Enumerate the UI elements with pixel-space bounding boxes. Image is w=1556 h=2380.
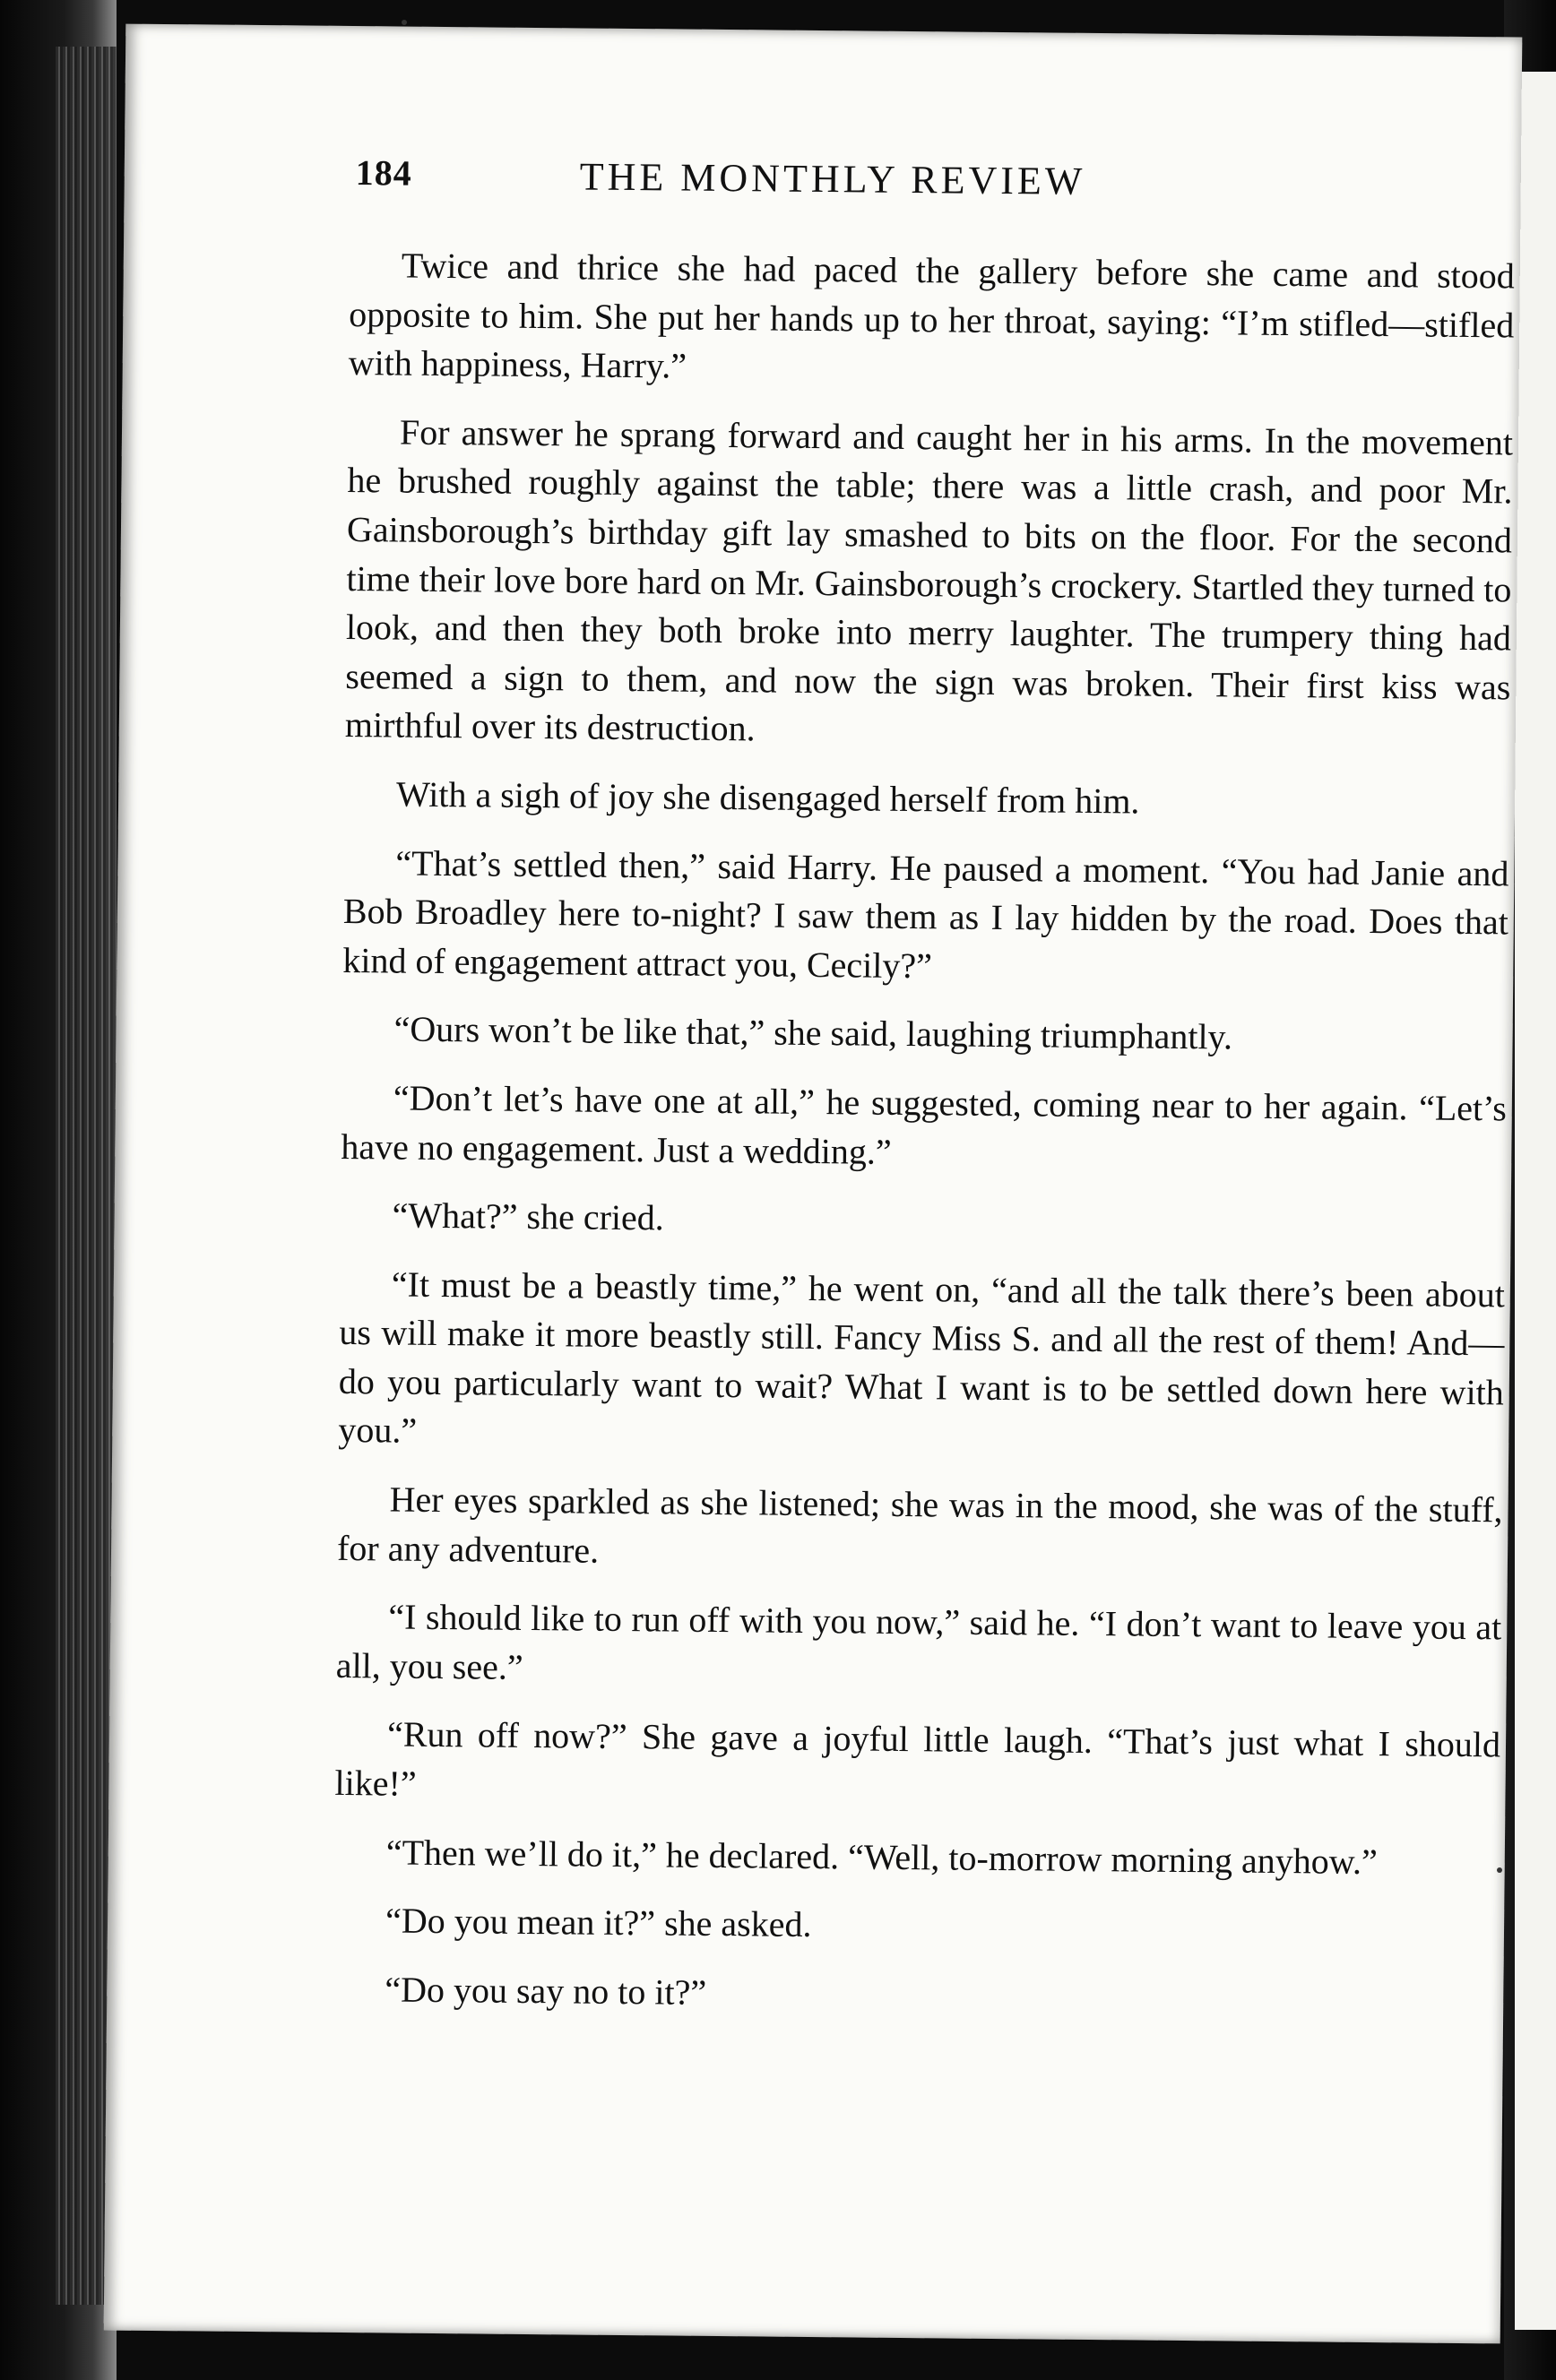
paragraph: Twice and thrice she had paced the gallery before she came and stood opposite to him. She put her hands up to her throat, saying: “I’m stifled—stifled with happiness, Harry.” bbox=[348, 245, 1515, 386]
paragraph: “Then we’ll do it,” he declared. “Well, to-morrow morning anyhow.” bbox=[385, 1832, 1379, 1882]
paragraph: Her eyes sparkled as she listened; she was in the mood, she was of the stuff, for any adventure. bbox=[336, 1479, 1503, 1571]
paragraph: “Do you say no to it?” bbox=[385, 1969, 707, 2013]
paragraph: “It must be a beastly time,” he went on, “and all the talk there’s been about us will make it more beastly still. Fancy Miss S. and all the rest of them! And—do you particularly want to wait? What I want is to be settled down here with you.” bbox=[338, 1263, 1506, 1452]
book-page bbox=[104, 24, 1523, 2344]
paragraph: “Ours won’t be like that,” she said, laughing triumphantly. bbox=[393, 1008, 1233, 1057]
scan-speck bbox=[1497, 1867, 1502, 1873]
running-head bbox=[355, 150, 1306, 221]
paragraph: For answer he sprang forward and caught her in his arms. In the movement he brushed roughly against the table; there was a little crash, and poor Mr. Gainsborough’s birthday gift lay smashed to bits on the floor. For the second time their love bore hard on Mr. Gainsborough’s crockery. Startled they turned to look, and then they both broke into merry laughter. The trumpery thing had seemed a sign to them, and now the sign was broken. Their first kiss was mirthful over its destruction. bbox=[344, 411, 1514, 749]
facing-page-strip bbox=[1515, 72, 1556, 2330]
paragraph: “Run off now?” She gave a joyful little laugh. “That’s just what I should like!” bbox=[334, 1713, 1501, 1804]
body-text bbox=[333, 241, 1515, 2045]
paragraph: “That’s settled then,” said Harry. He paused a moment. “You had Janie and Bob Broadley here to-night? I saw them as I lay hidden by the road. Does that kind of engagement attract you, Cecily?” bbox=[342, 842, 1509, 986]
paragraph: “Do you mean it?” she asked. bbox=[385, 1900, 812, 1945]
paragraph: With a sigh of joy she disengaged herself from him. bbox=[395, 773, 1140, 822]
paragraph: “I should like to run off with you now,” said he. “I don’t want to leave you at all, you see.” bbox=[335, 1596, 1502, 1687]
scan-speck bbox=[402, 20, 407, 25]
journal-title: THE MONTHLY REVIEW bbox=[579, 154, 1086, 203]
paragraph: “Don’t let’s have one at all,” he suggested, coming near to her again. “Let’s have no engagement. Just a wedding.” bbox=[341, 1077, 1508, 1172]
paragraph: “What?” she cried. bbox=[392, 1194, 664, 1238]
page-number: 184 bbox=[355, 152, 413, 194]
